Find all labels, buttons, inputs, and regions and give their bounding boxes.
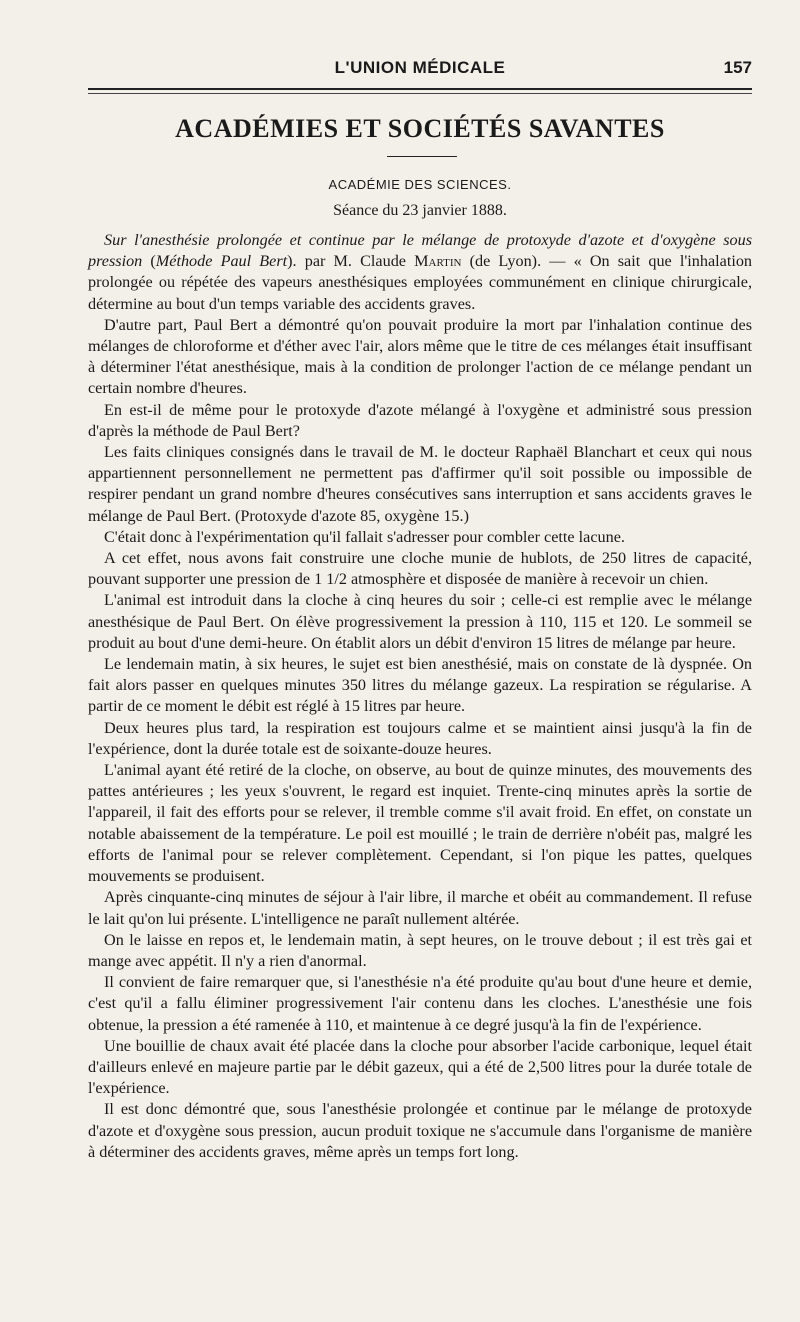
journal-title: L'UNION MÉDICALE	[334, 58, 506, 77]
article-paragraph: Le lendemain matin, à six heures, le sujet est bien anesthésié, mais on constate de là dyspnée. On fait alors passer en quelques minutes 350 litres du mélange gazeux. La respiration se régularise. A partir de ce moment le débit est réglé à 15 litres par heure.	[88, 655, 752, 716]
article-paragraph: Il est donc démontré que, sous l'anesthésie prolongée et continue par le mélange de protoxyde d'azote et d'oxygène sous pression, aucun produit toxique ne s'accumule dans l'organisme de manière à déterminer des accidents graves, même après un temps fort long.	[88, 1100, 752, 1161]
article-paragraph: Deux heures plus tard, la respiration est toujours calme et se maintient ainsi jusqu'à la fin de l'expérience, dont la durée totale est de soixante-douze heures.	[88, 718, 752, 758]
academy-heading: ACADÉMIE DES SCIENCES.	[328, 177, 512, 192]
header-rule-thin	[88, 93, 752, 94]
article-paragraph: Les faits cliniques consignés dans le travail de M. le docteur Raphaël Blanchart et ceux qui nous appartiennent personnellement ne permettent pas d'affirmer qu'il soit possible ou impossible de respirer pendant un grand nombre d'heures consécutives sans interruption et sans accidents graves le mélange de Paul Bert. (Protoxyde d'azote 85, oxygène 15.)	[88, 443, 752, 525]
article-paragraph: Il convient de faire remarquer que, si l'anesthésie n'a été produite qu'au bout d'une heure et demie, c'est qu'il a fallu éliminer progressivement l'air contenu dans les cloches. L'anesthésie une fois obtenue, la pression a été ramenée à 110, et maintenue à ce degré jusqu'à la fin de l'expérience.	[88, 973, 752, 1034]
session-date: Séance du 23 janvier 1888.	[333, 202, 507, 219]
author-name: Martin	[414, 252, 462, 271]
article-paragraph: Après cinquante-cinq minutes de séjour à l'air libre, il marche et obéit au commandement. Il refuse le lait qu'on lui présente. L'intelligence ne paraît nullement altérée.	[88, 888, 752, 928]
article-paragraph: On le laisse en repos et, le lendemain matin, à sept heures, on le trouve debout ; il est très gai et mange avec appétit. Il n'y a rien d'anormal.	[88, 930, 752, 970]
section-title: ACADÉMIES ET SOCIÉTÉS SAVANTES	[175, 114, 665, 143]
article-paragraph: A cet effet, nous avons fait construire une cloche munie de hublots, de 250 litres de capacité, pouvant supporter une pression de 1 1/2 atmosphère et disposée de manière à recevoir un chien.	[88, 549, 752, 589]
author-prefix: par M. Claude	[304, 252, 406, 271]
paragraph-text: — « On sait que l'inhalation prolongée ou répétée des vapeurs anesthésiques employées communément en clinique chirurgicale, détermine au bout d'un temps variable des accidents graves.	[88, 252, 753, 313]
article-paragraph: Une bouillie de chaux avait été placée dans la cloche pour absorber l'acide carbonique, lequel était d'ailleurs enlevé en majeure partie par le débit gazeux, qui a été de 2,500 litres pour la durée totale de l'expérience.	[88, 1036, 752, 1098]
header-rule	[88, 88, 752, 90]
article-body	[88, 230, 752, 1163]
article-paragraph: C'était donc à l'expérimentation qu'il fallait s'adresser pour combler cette lacune.	[104, 527, 625, 546]
article-paragraph: L'animal est introduit dans la cloche à cinq heures du soir ; celle-ci est remplie avec le mélange anesthésique de Paul Bert. On élève progressivement la pression à 110, 115 et 120. Le sommeil se produit au bout d'une demi-heure. On établit alors un débit d'environ 15 litres de mélange par heure.	[88, 591, 752, 652]
article-paragraph: En est-il de même pour le protoxyde d'azote mélangé à l'oxygène et administré sous pression d'après la méthode de Paul Bert?	[88, 400, 752, 440]
article-paragraph: Sur l'anesthésie prolongée et continue par le mélange de protoxyde d'azote et d'oxygène sous pression (Méthode Paul Bert). par M. Claude Martin (de Lyon). — « On sait que l'inhalation prolongée ou répétée des vapeurs anesthésiques employées communément en clinique chirurgicale, détermine au bout d'un temps variable des accidents graves.	[88, 231, 753, 313]
running-header	[88, 58, 752, 84]
article-paragraph: L'animal ayant été retiré de la cloche, on observe, au bout de quinze minutes, des mouvements des pattes antérieures ; les yeux s'ouvrent, le regard est inquiet. Trente-cinq minutes après la sortie de l'appareil, il fait des efforts pour se relever, il tremble comme s'il avait froid. En effet, on constate un notable abaissement de la température. Le poil est mouillé ; le train de derrière n'obéit pas, malgré les efforts de l'animal pour se relever complètement. Cependant, si l'on pique les pattes, quelques mouvements se produisent.	[88, 761, 752, 886]
author-suffix: (de Lyon).	[469, 252, 542, 271]
article-title: Sur l'anesthésie prolongée et continue par le mélange de protoxyde d'azote et d'oxygène sous pression	[88, 231, 752, 271]
title-divider	[387, 156, 457, 157]
article-paragraph: D'autre part, Paul Bert a démontré qu'on pouvait produire la mort par l'inhalation continue des mélanges de chloroforme et d'éther avec l'air, alors même que le titre de ces mélanges était insuffisant à déterminer l'état anesthésique, mais à la condition de prolonger l'action de ce mélange pendant un certain nombre d'heures.	[88, 315, 752, 398]
article-method: Méthode Paul Bert	[155, 252, 288, 271]
page-number: 157	[723, 58, 752, 77]
